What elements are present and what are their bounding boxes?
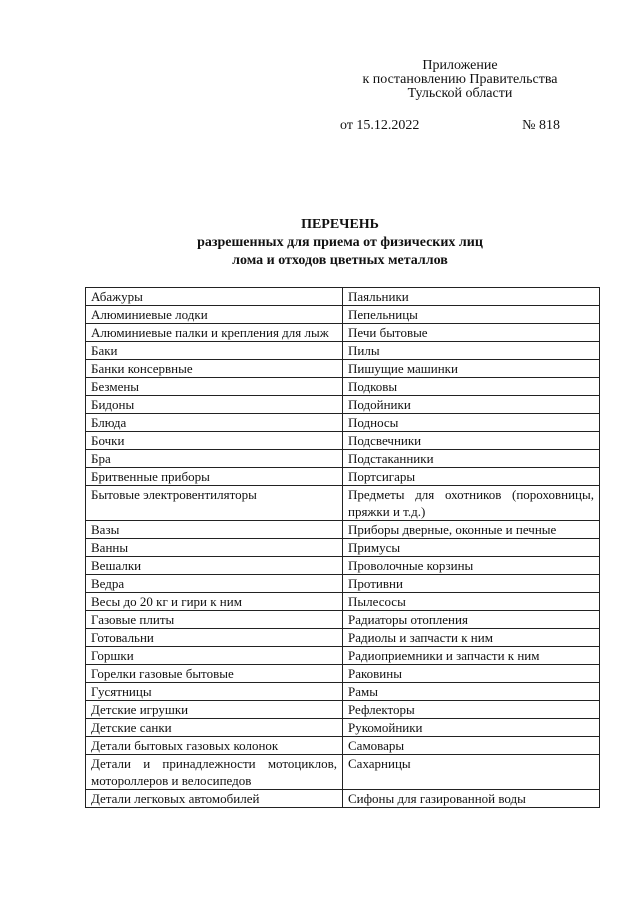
item-left-cell: Ведра <box>86 575 343 593</box>
item-right-cell: Раковины <box>343 665 600 683</box>
item-right-cell: Пылесосы <box>343 593 600 611</box>
table-row <box>86 432 600 450</box>
appendix-header <box>330 59 590 101</box>
table-row <box>86 593 600 611</box>
item-right-cell: Пишущие машинки <box>343 360 600 378</box>
item-right-cell: Проволочные корзины <box>343 557 600 575</box>
item-right-cell: Подковы <box>343 378 600 396</box>
item-left-cell: Бритвенные приборы <box>86 468 343 486</box>
title-subtitle-line: разрешенных для приема от физических лиц <box>197 235 483 250</box>
item-left-cell: Бочки <box>86 432 343 450</box>
table-row <box>86 539 600 557</box>
table-row <box>86 342 600 360</box>
item-left-cell: Вазы <box>86 521 343 539</box>
table-row <box>86 629 600 647</box>
item-left-cell: Вешалки <box>86 557 343 575</box>
table-row <box>86 486 600 521</box>
table-row <box>86 450 600 468</box>
table-row <box>86 665 600 683</box>
appendix-line: Тульской области <box>407 86 513 101</box>
item-left-cell: Блюда <box>86 414 343 432</box>
item-right-cell: Пилы <box>343 342 600 360</box>
document-date: от 15.12.2022 <box>340 118 420 133</box>
item-right-cell: Подсвечники <box>343 432 600 450</box>
table-row <box>86 521 600 539</box>
date-number-line <box>340 118 560 134</box>
table-row <box>86 468 600 486</box>
item-right-cell: Самовары <box>343 737 600 755</box>
item-right-cell: Приборы дверные, оконные и печные <box>343 521 600 539</box>
item-right-cell: Пепельницы <box>343 306 600 324</box>
item-left-cell: Горшки <box>86 647 343 665</box>
item-right-cell: Паяльники <box>343 288 600 306</box>
item-left-cell: Банки консервные <box>86 360 343 378</box>
item-left-cell: Газовые плиты <box>86 611 343 629</box>
item-left-cell: Безмены <box>86 378 343 396</box>
table-row <box>86 790 600 808</box>
table-row <box>86 288 600 306</box>
item-right-cell: Противни <box>343 575 600 593</box>
item-right-cell: Подносы <box>343 414 600 432</box>
item-left-cell: Алюминиевые лодки <box>86 306 343 324</box>
item-left-cell: Алюминиевые палки и крепления для лыж <box>86 324 343 342</box>
item-right-cell: Рамы <box>343 683 600 701</box>
table-row <box>86 378 600 396</box>
item-left-cell: Готовальни <box>86 629 343 647</box>
table-row <box>86 683 600 701</box>
items-table-body <box>86 288 600 808</box>
item-left-cell: Баки <box>86 342 343 360</box>
table-row <box>86 557 600 575</box>
item-right-cell: Радиаторы отопления <box>343 611 600 629</box>
appendix-line: к постановлению Правительства <box>362 72 558 87</box>
item-left-cell: Весы до 20 кг и гири к ним <box>86 593 343 611</box>
item-right-cell: Радиолы и запчасти к ним <box>343 629 600 647</box>
item-right-cell: Сахарницы <box>343 755 600 790</box>
item-left-cell: Детские игрушки <box>86 701 343 719</box>
table-row <box>86 306 600 324</box>
table-row <box>86 611 600 629</box>
table-row <box>86 575 600 593</box>
items-table <box>85 287 600 808</box>
title-heading: ПЕРЕЧЕНЬ <box>301 217 379 232</box>
item-left-cell: Горелки газовые бытовые <box>86 665 343 683</box>
table-row <box>86 324 600 342</box>
item-right-cell: Предметы для охотников (пороховницы, пряжки и т.д.) <box>343 486 600 521</box>
item-left-cell: Детали легковых автомобилей <box>86 790 343 808</box>
item-left-cell: Гусятницы <box>86 683 343 701</box>
item-left-cell: Бра <box>86 450 343 468</box>
item-left-cell: Ванны <box>86 539 343 557</box>
item-right-cell: Примусы <box>343 539 600 557</box>
item-left-cell: Детские санки <box>86 719 343 737</box>
table-row <box>86 396 600 414</box>
table-row <box>86 719 600 737</box>
document-title <box>100 216 580 270</box>
item-right-cell: Радиоприемники и запчасти к ним <box>343 647 600 665</box>
item-left-cell: Бидоны <box>86 396 343 414</box>
item-right-cell: Сифоны для газированной воды <box>343 790 600 808</box>
appendix-line: Приложение <box>422 58 498 73</box>
item-right-cell: Подойники <box>343 396 600 414</box>
item-right-cell: Рефлекторы <box>343 701 600 719</box>
table-row <box>86 701 600 719</box>
item-left-cell: Абажуры <box>86 288 343 306</box>
table-row <box>86 755 600 790</box>
item-right-cell: Подстаканники <box>343 450 600 468</box>
item-right-cell: Печи бытовые <box>343 324 600 342</box>
table-row <box>86 360 600 378</box>
table-row <box>86 647 600 665</box>
table-row <box>86 737 600 755</box>
item-right-cell: Портсигары <box>343 468 600 486</box>
document-number: № 818 <box>522 118 560 133</box>
table-row <box>86 414 600 432</box>
item-left-cell: Бытовые электровентиляторы <box>86 486 343 521</box>
item-left-cell: Детали и принадлежности мотоциклов, мотороллеров и велосипедов <box>86 755 343 790</box>
item-left-cell: Детали бытовых газовых колонок <box>86 737 343 755</box>
title-subtitle-line: лома и отходов цветных металлов <box>232 253 448 268</box>
item-right-cell: Рукомойники <box>343 719 600 737</box>
